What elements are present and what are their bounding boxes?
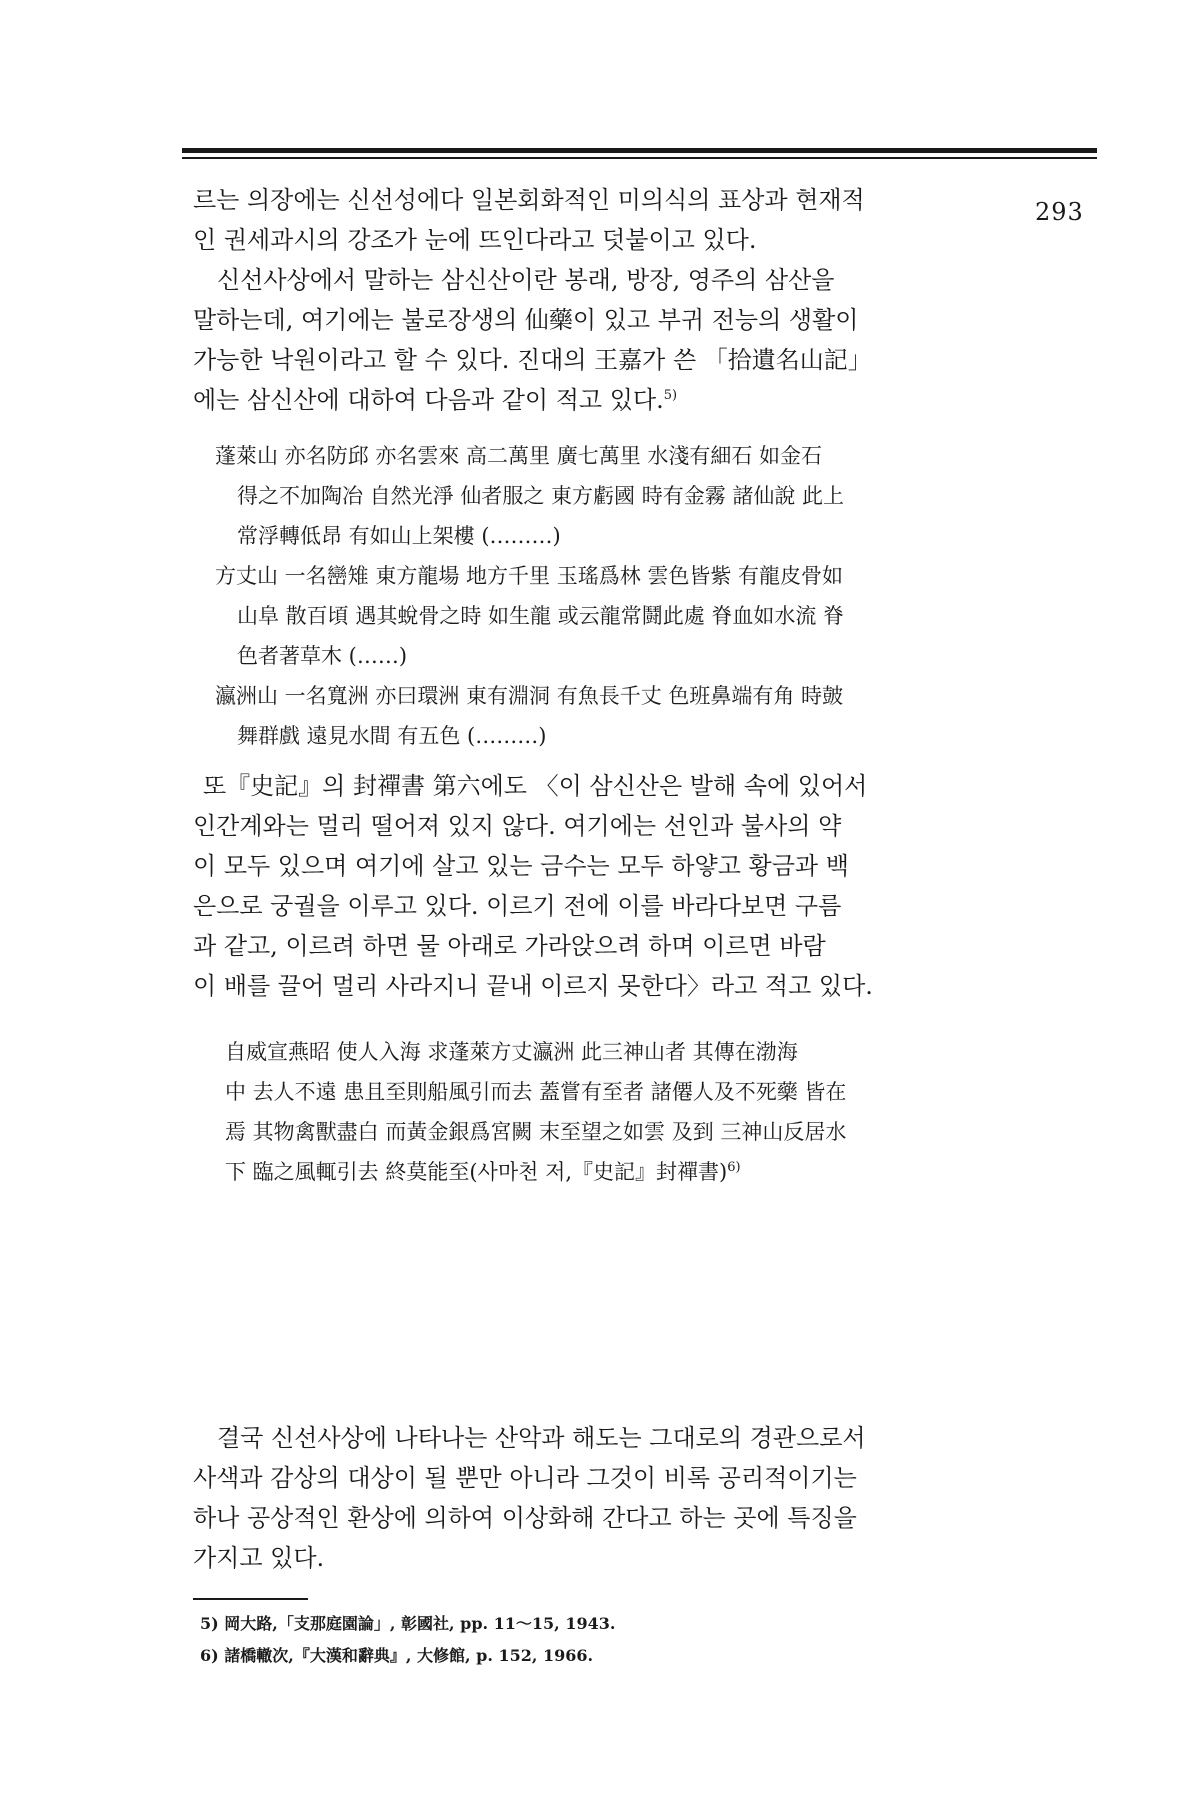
quote-line: 瀛洲山 一名寬洲 亦曰環洲 東有淵洞 有魚長千丈 色班鼻端有角 時皷 <box>215 684 844 708</box>
quote-line: 常浮轉低昂 有如山上架樓 (………) <box>237 524 561 548</box>
text-line: 하나 공상적인 환상에 의하여 이상화해 간다고 하는 곳에 특징을 <box>193 1504 857 1532</box>
footnote-rule <box>193 1598 308 1600</box>
header-rule-thin <box>182 157 1097 159</box>
text-line: 과 같고, 이르려 하면 물 아래로 가라앉으려 하며 이르면 바람 <box>193 932 826 960</box>
text-line-content: 에는 삼신산에 대하여 다음과 같이 적고 있다. <box>193 386 664 414</box>
quote-entry-fangzhang <box>215 556 955 676</box>
quote-line: 中 去人不遠 患且至則船風引而去 蓋嘗有至者 諸僊人及不死藥 皆在 <box>225 1080 847 1104</box>
page-number: 293 <box>1035 198 1084 226</box>
text-line: 인 권세과시의 강조가 눈에 뜨인다라고 덧붙이고 있다. <box>193 226 757 254</box>
quote-line: 山阜 散百頃 遇其蛻骨之時 如生龍 或云龍常鬪此處 脊血如水流 脊 <box>237 604 845 628</box>
quote-line: 方丈山 一名巒雉 東方龍場 地方千里 玉瑤爲林 雲色皆紫 有龍皮骨如 <box>215 564 844 588</box>
text-line <box>193 380 953 420</box>
text-line: 르는 의장에는 신선성에다 일본회화적인 미의식의 표상과 현재적 <box>193 186 865 214</box>
footnote-5: 5) 岡大路,「支那庭園論」, 彰國社, pp. 11～15, 1943. <box>200 1614 616 1633</box>
quote-line: 蓬萊山 亦名防邱 亦名雲來 高二萬里 廣七萬里 水淺有細石 如金石 <box>215 444 823 468</box>
quote-line: 得之不加陶冶 自然光淨 仙者服之 東方虧國 時有金霧 諸仙說 此上 <box>237 484 845 508</box>
quote-entry-penglai <box>215 436 955 556</box>
text-line: 가능한 낙원이라고 할 수 있다. 진대의 王嘉가 쓴 「拾遺名山記」 <box>193 346 872 374</box>
quote-line-content: 下 臨之風輒引去 終莫能至(사마천 저,『史記』封禪書) <box>225 1160 728 1184</box>
quote-line: 焉 其物禽獸盡白 而黃金銀爲宮闕 末至望之如雲 及到 三神山反居水 <box>225 1120 847 1144</box>
text-line: 은으로 궁궐을 이루고 있다. 이르기 전에 이를 바라다보면 구름 <box>193 892 842 920</box>
text-line: 가지고 있다. <box>193 1544 325 1572</box>
quote-line: 色者著草木 (……) <box>237 644 408 668</box>
text-line: 인간계와는 멀리 떨어져 있지 않다. 여기에는 선인과 불사의 약 <box>193 812 842 840</box>
footnote-ref-6: 6) <box>727 1160 741 1175</box>
quotation-shiji <box>225 1032 965 1192</box>
text-line: 또『史記』의 封禪書 第六에도 〈이 삼신산은 발해 속에 있어서 <box>203 772 868 800</box>
footnote-ref-5: 5) <box>663 388 678 403</box>
text-line: 신선사상에서 말하는 삼신산이란 봉래, 방장, 영주의 삼산을 <box>217 266 835 294</box>
text-line: 말하는데, 여기에는 불로장생의 仙藥이 있고 부귀 전능의 생활이 <box>193 306 859 334</box>
footnote-6: 6) 諸橋轍次,『大漢和辭典』, 大修館, p. 152, 1966. <box>200 1646 594 1665</box>
quote-line: 舞群戲 遠見水間 有五色 (………) <box>237 724 547 748</box>
quote-line <box>225 1152 965 1192</box>
paragraph-2 <box>193 260 953 420</box>
paragraph-4 <box>193 1418 953 1578</box>
quote-line: 自威宣燕昭 使人入海 求蓬萊方丈瀛洲 此三神山者 其傳在渤海 <box>225 1040 798 1064</box>
paragraph-1 <box>193 180 953 260</box>
header-rule-thick <box>182 148 1097 153</box>
text-line: 이 모두 있으며 여기에 살고 있는 금수는 모두 하얗고 황금과 백 <box>193 852 849 880</box>
paragraph-3 <box>193 766 953 1006</box>
quote-entry-yingzhou <box>215 676 955 756</box>
quotation-samsinsan <box>215 436 955 756</box>
text-line: 이 배를 끌어 멀리 사라지니 끝내 이르지 못한다〉라고 적고 있다. <box>193 972 873 1000</box>
text-line: 결국 신선사상에 나타나는 산악과 해도는 그대로의 경관으로서 <box>217 1424 866 1452</box>
text-line: 사색과 감상의 대상이 될 뿐만 아니라 그것이 비록 공리적이기는 <box>193 1464 857 1492</box>
footnotes <box>200 1608 615 1672</box>
